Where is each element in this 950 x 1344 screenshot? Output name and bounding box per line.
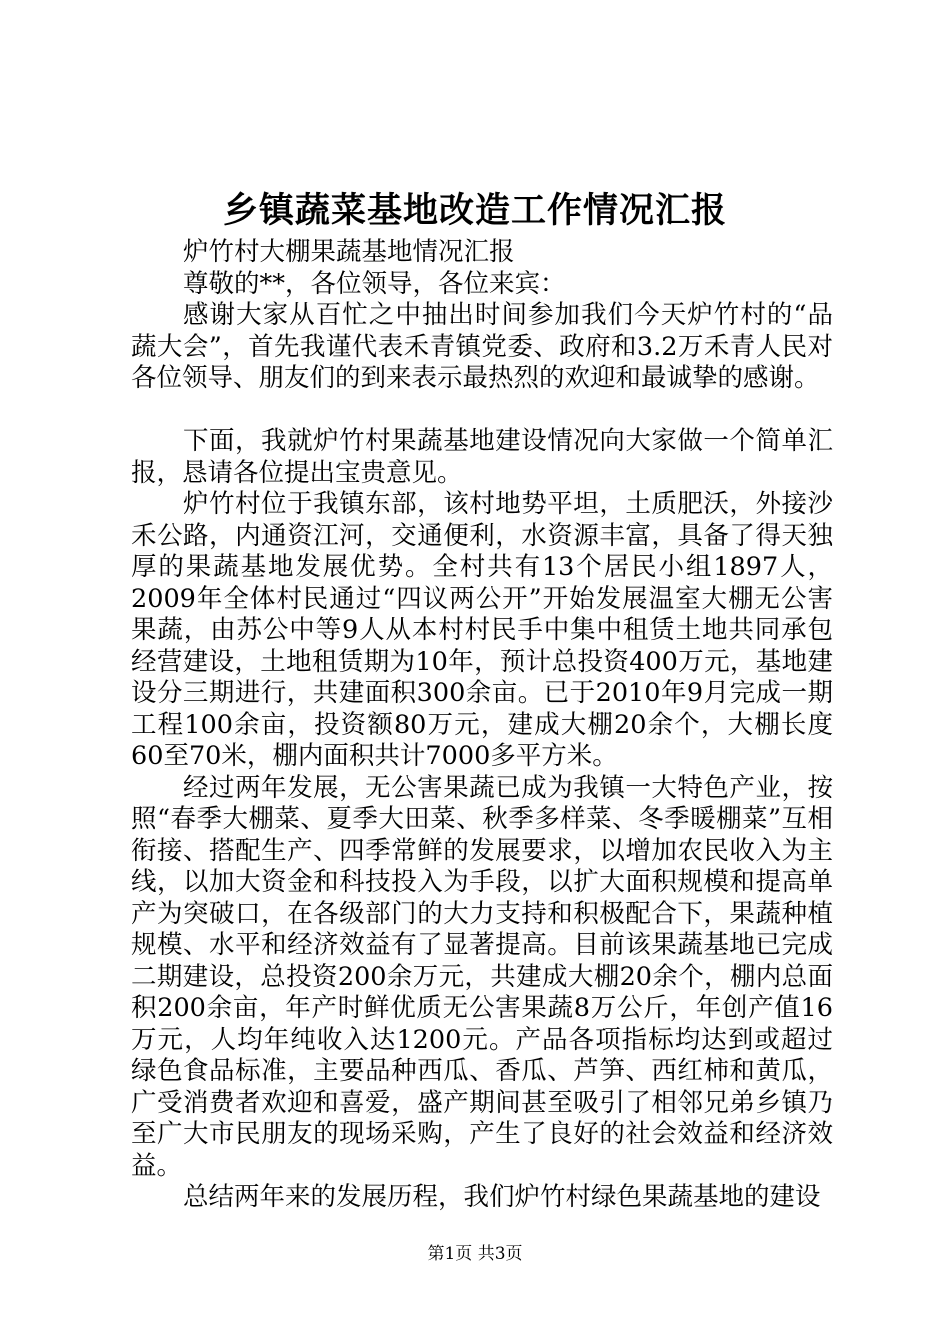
salutation-paragraph: 尊敬的**，各位领导，各位来宾：	[183, 268, 566, 299]
summary-paragraph: 总结两年来的发展历程，我们炉竹村绿色果蔬基地的建设	[183, 1182, 821, 1212]
document-body	[131, 237, 833, 1214]
page-number: 第1页 共3页	[427, 1244, 523, 1264]
subtitle-paragraph: 炉竹村大棚果蔬基地情况汇报	[183, 237, 515, 267]
intro-paragraph: 下面，我就炉竹村果蔬基地建设情况向大家做一个简单汇报，恳请各位提出宝贵意见。	[131, 426, 833, 488]
development-paragraph: 经过两年发展，无公害果蔬已成为我镇一大特色产业，按照“春季大棚菜、夏季大田菜、秋季多样菜、冬季暖棚菜”互相衔接、搭配生产、四季常鲜的发展要求，以增加农民收入为主线，以加大资金和科技投入为手段，以扩大面积规模和提高单产为突破口，在各级部门的大力支持和积极配合下，果蔬种植规模、水平和经济效益有了显著提高。目前该果蔬基地已完成二期建设，总投资200余万元，共建成大棚20余个，棚内总面积200余亩，年产时鲜优质无公害果蔬8万公斤，年创产值16万元，人均年纯收入达1200元。产品各项指标均达到或超过绿色食品标准，主要品种西瓜、香瓜、芦笋、西红柿和黄瓜，广受消费者欢迎和喜爱，盛产期间甚至吸引了相邻兄弟乡镇乃至广大市民朋友的现场采购，产生了良好的社会效益和经济效益。	[131, 772, 833, 1181]
village-overview-paragraph: 炉竹村位于我镇东部，该村地势平坦，土质肥沃，外接沙禾公路，内通资江河，交通便利，水资源丰富，具备了得天独厚的果蔬基地发展优势。全村共有13个居民小组1897人，2009年全体村民通过“四议两公开”开始发展温室大棚无公害果蔬，由苏公中等9人从本村村民手中集中租赁土地共同承包经营建设，土地租赁期为10年，预计总投资400万元，基地建设分三期进行，共建面积300余亩。已于2010年9月完成一期工程100余亩，投资额80万元，建成大棚20余个，大棚长度60至70米，棚内面积共计7000多平方米。	[131, 489, 833, 771]
document-title: 乡镇蔬菜基地改造工作情况汇报	[222, 190, 727, 231]
welcome-paragraph: 感谢大家从百忙之中抽出时间参加我们今天炉竹村的“品蔬大会”，首先我谨代表禾青镇党委、政府和3.2万禾青人民对各位领导、朋友们的到来表示最热烈的欢迎和最诚挚的感谢。	[131, 300, 833, 393]
